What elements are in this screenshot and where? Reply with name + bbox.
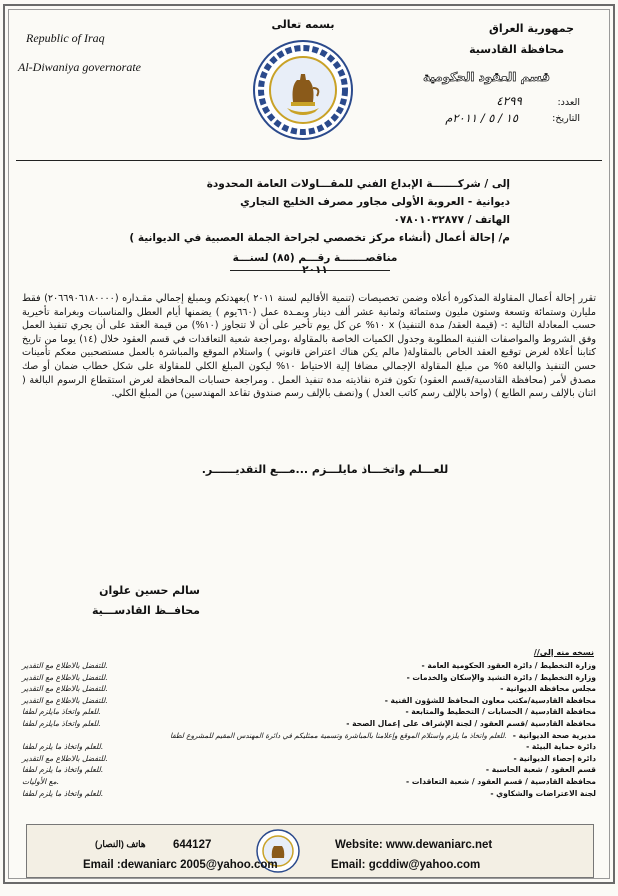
cc-item: [22, 776, 596, 788]
cc-note: للعلم واتخاذ ما يلزم لطفا.: [22, 765, 104, 775]
cc-recipient: - محافظة القادسية / قسم العقود / شعبة التعاقدات: [406, 776, 596, 786]
cc-note: للعلم واتخاذ ما يلزم لطفا.: [22, 742, 104, 752]
cc-recipient: - دائرة إحصاء الديوانية: [513, 753, 596, 763]
signatory-title: محافــظ القادســـية: [91, 604, 200, 617]
cc-note: للعلم واتخاذ مايلزم لطفا.: [22, 707, 101, 717]
header-ar-line2: محافظة القادسية: [469, 43, 564, 56]
to-line: إلى / شركـــــــة الإبداع الفني للمقـــاولات العامة المحدودة: [206, 178, 510, 190]
basmala: بسمه تعالى: [271, 18, 335, 31]
cc-item: [22, 672, 596, 684]
cc-list: [22, 660, 596, 799]
header-en-line2: Al-Diwaniya governorate: [18, 60, 141, 74]
cc-recipient: - وزارة التخطيط / دائرة التشيد والإسكان والخدمات: [406, 672, 596, 682]
cc-item: [22, 718, 596, 730]
cc-item: [22, 764, 596, 776]
cc-note: للتفضل بالاطلاع مع التقدير.: [22, 695, 108, 705]
address-line: ديوانية - العروبة الأولى مجاور مصرف الخليج التجاري: [240, 196, 510, 208]
date-label: التاريخ:: [552, 113, 580, 124]
cc-item: [22, 683, 596, 695]
header-divider: [16, 160, 602, 161]
cc-recipient: - دائرة حماية البيئة: [526, 742, 596, 752]
cc-item: [22, 660, 596, 672]
date-value: ١٥ / ٥ / ٢٠١١م: [445, 111, 518, 125]
cc-note: للتفضل بالاطلاع مع التقدير.: [22, 672, 108, 682]
cc-recipient: - قسم العقود / شعبة الحاسبة: [485, 765, 596, 775]
cc-note: للتفضل بالاطلاع مع التقدير.: [22, 684, 108, 694]
cc-recipient: - مديرية صحة الديوانية: [512, 730, 596, 740]
cc-item: [22, 695, 596, 707]
cc-recipient: - لجنة الاعتراضات والشكاوي: [490, 788, 596, 798]
header-ar-line3: قسم العقود الحكومية: [423, 70, 550, 84]
footer-phone: 644127: [173, 839, 212, 851]
number-label: العدد:: [557, 97, 580, 108]
cc-note: للتفضل بالاطلاع مع التقدير.: [22, 753, 108, 763]
cc-note: مع الأوليات.: [22, 776, 60, 786]
closing-line: للعـــلم واتخـــاذ مايلـــزم ...مـــع التقديــــــر.: [201, 463, 449, 476]
cc-note: للعلم واتخاذ ما يلزم لطفا.: [22, 788, 104, 798]
footer-website[interactable]: Website: www.dewaniarc.net: [335, 839, 493, 851]
phone-line: الهاتف / ٠٧٨٠١٠٣٢٨٧٧: [393, 214, 510, 226]
cc-item: [22, 741, 596, 753]
footer-email-left[interactable]: Email :dewaniarc 2005@yahoo.com: [83, 859, 278, 871]
cc-note: للعلم واتخاذ ما يلزم واستلام الموقع وإعلامنا بالمباشرة وتسمية ممثليكم في دائرة المهندس المقيم للمشروع لطفا.: [170, 730, 507, 740]
cc-heading: نسخه منه إلى//: [533, 648, 594, 657]
number-value: ٤٢٩٩: [496, 94, 522, 108]
cc-recipient: - وزارة التخطيط / دائرة العقود الحكومية العامة: [421, 661, 596, 670]
governorate-seal-logo: [251, 38, 355, 142]
subject-line: م/ إحالة أعمال (أنشاء مركز تخصصي لجراحة الجملة العصبية في الديوانية ): [129, 232, 510, 244]
cc-item: [22, 730, 596, 742]
cc-note: للعلم واتخاذ مايلزم لطفا.: [22, 718, 101, 728]
cc-recipient: - محافظة القادسية / الحسابات / التخطيط والمتابعة: [405, 707, 596, 717]
cc-item: [22, 788, 596, 800]
body-paragraph: تقرر إحالة أعمال المقاولة المذكورة أعلاه وضمن تخصيصات (تنمية الأقاليم لسنة ٢٠١١ )بعهدتكم وبمبلغ إجمالي مقـداره (٢٠٦٦٩٠٦١٨٠٠٠٠) فقط مليارن وستمائة وتسعة وستون مليون وستمائة وثمانية عشر ألف دينار وبمـدة عمل (٦٦٠يوم ) يضمنها أيام العطل والمناسبات وبغرامة تأخيرية حسب المعادلة التالية :- (قيمة العقد/ مدة التنفيذ) x ١٠% عن كل يوم تأخير على أن لا تتجاوز (١٠%) من قيمة العقد على أن يجري تنفيذ العمل وفق الشروط والمواصفات الفنية المطلوبة وجدول الكميات الخاصة بالمقاولة ،ومراجعة شعبة التعاقدات في قسم العقود خلال (١٤) يوما من تاريخ كتابنا أعلاة لغرض توقيع العقد الخاص بالمقاولة( مالم يكن هناك اعتراض قانوني ) واستلام الموقع والمباشرة بالعمل مستصحبين معكم تأمينات حسن التنفيذ والبالغة ٥% من مبلغ المقاولة الإجمالي مضافا إلية الاحتياط ١٠% ليكون المبلغ الكلي للمقاولة على شكل خطاب ضمان أو صك مصدق لأمر (محافظة القادسية/قسم العقود) تكون فترة نفاذيته مدة تنفيذ العمل . ومراجعة حسابات المحافظة لغرض استقطاع الرسوم البالغة ( اثنان بالإلف رسم الطابع ) (واحد بالإلف رسم كاتب العدل ) و(نصف بالإلف رسم صندوق تقاعد المهندسين) من المبلغ الكلي.: [22, 293, 597, 400]
cc-recipient: - محافظة القادسية/مكتب معاون المحافظ للشؤون الفنية: [384, 695, 596, 705]
footer-phone-ar: هاتف (النصار): [95, 839, 146, 849]
cc-recipient: - محافظة القادسية /قسم العقود / لجنة الإشراف على إعمال الصحة: [346, 718, 596, 728]
tender-line: مناقصـــــــة رقـــم (٨٥) لسنـــة ٢٠١١: [232, 252, 398, 276]
header-ar-line1: جمهورية العراق: [489, 22, 574, 35]
tender-underline: [230, 270, 390, 271]
letterhead-footer: [26, 824, 594, 878]
cc-item: [22, 706, 596, 718]
cc-recipient: - مجلس محافظة الديوانية: [500, 684, 596, 694]
cc-note: للتفضل بالاطلاع مع التقدير.: [22, 661, 108, 670]
header-en-line1: Republic of Iraq: [26, 31, 105, 45]
signatory-name: سالم حسين علوان: [99, 584, 200, 597]
footer-email-right[interactable]: Email: gcddiw@yahoo.com: [331, 859, 481, 871]
cc-item: [22, 753, 596, 765]
